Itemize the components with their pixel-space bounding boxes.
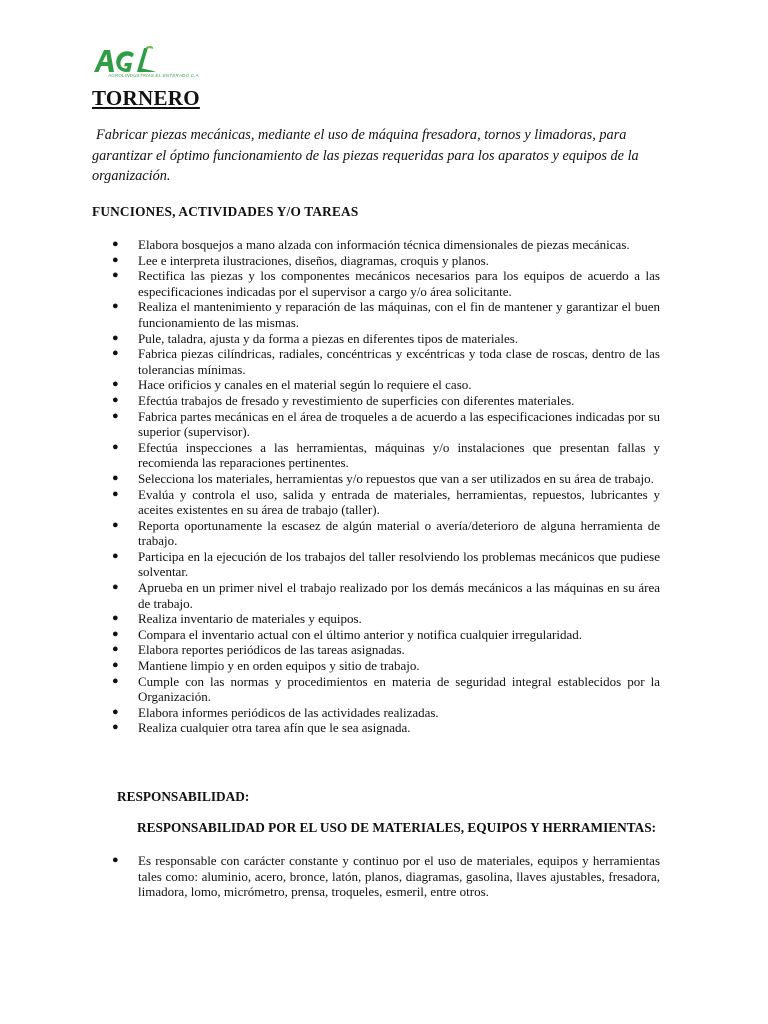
task-text: Lee e interpreta ilustraciones, diseños, diagramas, croquis y planos. bbox=[138, 252, 489, 268]
responsibility-text: Es responsable con carácter constante y continuo por el uso de materiales, equipos y herramientas tales como: aluminio, acero, bronce, latón, planos, diagramas, gasolina, llaves ajustables, fresadora, limadora, lomo, micrómetro, prensa, troqueles, esmeril, entre otros. bbox=[138, 853, 660, 900]
task-text: Pule, taladra, ajusta y da forma a piezas en diferentes tipos de materiales. bbox=[138, 330, 519, 346]
task-text: Hace orificios y canales en el material según lo requiere el caso. bbox=[138, 377, 472, 393]
functions-heading: FUNCIONES, ACTIVIDADES Y/O TAREAS bbox=[92, 204, 359, 219]
list-item bbox=[92, 346, 660, 377]
task-text: Realiza inventario de materiales y equipos. bbox=[138, 611, 362, 627]
bullet-icon: ● bbox=[112, 378, 119, 391]
task-text: Elabora reportes periódicos de las tareas asignadas. bbox=[138, 642, 405, 658]
list-item bbox=[92, 705, 660, 721]
task-text: Aprueba en un primer nivel el trabajo realizado por los demás mecánicos a las máquinas en su área de trabajo. bbox=[138, 580, 660, 611]
bullet-icon: ● bbox=[112, 471, 119, 484]
list-item bbox=[92, 487, 660, 518]
bullet-icon: ● bbox=[112, 674, 119, 687]
list-item bbox=[92, 393, 660, 409]
company-logo bbox=[90, 44, 200, 86]
responsibility-list bbox=[92, 853, 660, 900]
task-text: Elabora bosquejos a mano alzada con información técnica dimensionales de piezas mecánicas. bbox=[138, 237, 630, 252]
list-item bbox=[92, 253, 660, 269]
list-item bbox=[92, 237, 660, 253]
bullet-icon: ● bbox=[112, 549, 119, 562]
list-item bbox=[92, 471, 660, 487]
bullet-icon: ● bbox=[112, 269, 119, 282]
bullet-icon: ● bbox=[112, 705, 119, 718]
list-item bbox=[92, 853, 660, 900]
bullet-icon: ● bbox=[112, 487, 119, 500]
bullet-icon: ● bbox=[112, 643, 119, 656]
task-text: Reporta oportunamente la escasez de algún material o avería/deterioro de alguna herramienta de trabajo. bbox=[138, 517, 660, 549]
task-text: Efectúa trabajos de fresado y revestimiento de superficies con diferentes materiales. bbox=[138, 392, 575, 408]
list-item bbox=[92, 268, 660, 299]
bullet-icon: ● bbox=[112, 300, 119, 313]
bullet-icon: ● bbox=[112, 659, 119, 672]
responsibility-subheading: RESPONSABILIDAD POR EL USO DE MATERIALES, EQUIPOS Y HERRAMIENTAS: bbox=[137, 820, 657, 835]
bullet-icon: ● bbox=[112, 518, 119, 531]
bullet-icon: ● bbox=[112, 721, 119, 734]
bullet-icon: ● bbox=[112, 612, 119, 625]
list-item bbox=[92, 518, 660, 549]
task-text: Fabrica partes mecánicas en el área de troqueles a de acuerdo a las especificaciones indicadas por su superior (supervisor). bbox=[138, 408, 660, 440]
list-item bbox=[92, 720, 660, 736]
document-title: TORNERO bbox=[92, 86, 200, 110]
responsibility-heading: RESPONSABILIDAD: bbox=[117, 789, 250, 804]
task-text: Cumple con las normas y procedimientos en materia de seguridad integral establecidos por la Organización. bbox=[138, 673, 660, 705]
task-text: Elabora informes periódicos de las actividades realizadas. bbox=[138, 704, 439, 720]
list-item bbox=[92, 642, 660, 658]
list-item bbox=[92, 549, 660, 580]
task-text: Compara el inventario actual con el último anterior y notifica cualquier irregularidad. bbox=[138, 626, 582, 642]
task-text: Realiza el mantenimiento y reparación de las máquinas, con el fin de mantener y garantizar el buen funcionamiento de las mismas. bbox=[138, 299, 660, 330]
bullet-icon: ● bbox=[112, 409, 119, 422]
task-text: Participa en la ejecución de los trabajos del taller resolviendo los problemas mecánicos que pudiese solventar. bbox=[138, 548, 660, 580]
list-item bbox=[92, 299, 660, 330]
bullet-icon: ● bbox=[112, 331, 119, 344]
list-item bbox=[92, 674, 660, 705]
bullet-icon: ● bbox=[112, 440, 119, 453]
list-item bbox=[92, 658, 660, 674]
list-item bbox=[92, 331, 660, 347]
bullet-icon: ● bbox=[112, 854, 119, 866]
task-text: Realiza cualquier otra tarea afín que le sea asignada. bbox=[138, 720, 411, 736]
list-item bbox=[92, 627, 660, 643]
bullet-icon: ● bbox=[112, 627, 119, 640]
bullet-icon: ● bbox=[112, 581, 119, 594]
task-text: Rectifica las piezas y los componentes mecánicos necesarios para los equipos de acuerdo a las especificaciones indicadas por el supervisor a cargo y/o área solicitante. bbox=[138, 268, 660, 299]
logo-caption: AGROLINDUSTRIAS EL ENTERADO C.A bbox=[108, 73, 199, 78]
intro-paragraph: Fabricar piezas mecánicas, mediante el uso de máquina fresadora, tornos y limadoras, para garantizar el óptimo funcionamiento de las piezas requeridas para los aparatos y equipos de la organización. bbox=[92, 127, 639, 184]
list-item bbox=[92, 377, 660, 393]
task-text: Selecciona los materiales, herramientas y/o repuestos que van a ser utilizados en su área de trabajo. bbox=[138, 470, 654, 486]
bullet-icon: ● bbox=[112, 238, 119, 250]
task-list bbox=[92, 237, 660, 736]
task-text: Mantiene limpio y en orden equipos y sitio de trabajo. bbox=[138, 658, 420, 674]
list-item bbox=[92, 409, 660, 440]
task-text: Efectúa inspecciones a las herramientas, máquinas y/o instalaciones que presentan fallas y recomienda las reparaciones pertinentes. bbox=[138, 439, 660, 471]
bullet-icon: ● bbox=[112, 393, 119, 406]
list-item bbox=[92, 611, 660, 627]
task-text: Fabrica piezas cilíndricas, radiales, concéntricas y excéntricas y toda clase de roscas, dentro de las tolerancias mínimas. bbox=[138, 346, 660, 377]
list-item bbox=[92, 580, 660, 611]
list-item bbox=[92, 440, 660, 471]
bullet-icon: ● bbox=[112, 253, 119, 266]
task-text: Evalúa y controla el uso, salida y entrada de materiales, herramientas, repuestos, lubricantes y aceites existentes en su área de trabajo (taller). bbox=[138, 486, 660, 518]
bullet-icon: ● bbox=[112, 347, 119, 360]
